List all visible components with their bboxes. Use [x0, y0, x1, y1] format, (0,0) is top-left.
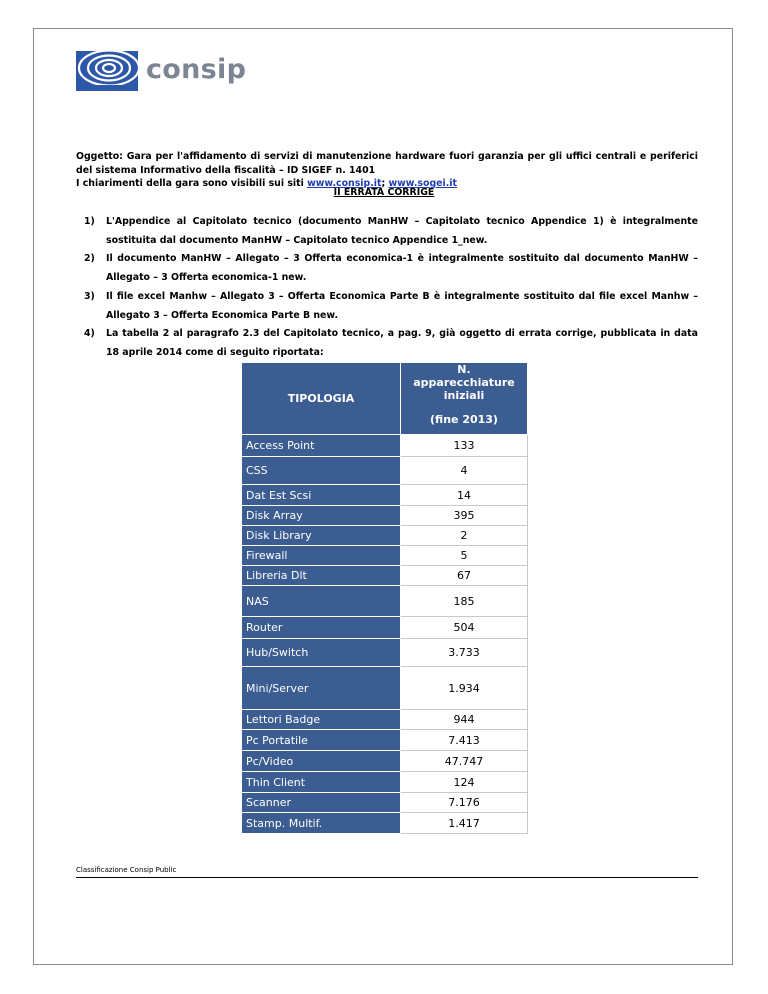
section-heading: II ERRATA CORRIGE — [333, 187, 435, 198]
row-name: Router — [242, 617, 401, 639]
row-name: Hub/Switch — [242, 639, 401, 667]
row-name: Libreria Dlt — [242, 566, 401, 586]
footer-divider — [76, 877, 698, 878]
row-name: Disk Library — [242, 526, 401, 546]
row-value: 5 — [401, 546, 528, 566]
row-value: 47.747 — [401, 751, 528, 772]
row-name: Access Point — [242, 435, 401, 457]
row-value: 7.176 — [401, 793, 528, 813]
row-name: Scanner — [242, 793, 401, 813]
row-value: 3.733 — [401, 639, 528, 667]
subject-block — [76, 150, 698, 191]
row-value: 185 — [401, 586, 528, 617]
subject-line: Oggetto: Gara per l'affidamento di servizi di manutenzione hardware fuori garanzia per gli uffici centrali e periferici del sistema Informativo della fiscalità – ID SIGEF n. 1401 — [76, 151, 698, 176]
row-value: 133 — [401, 435, 528, 457]
consip-link[interactable]: www.consip.it — [307, 178, 382, 189]
footer-classification: Classificazione Consip Public — [76, 866, 177, 874]
list-item: 2) Il documento ManHW – Allegato – 3 Offerta economica-1 è integralmente sostituito dal documento ManHW – Allegato – 3 Offerta economica-1 new. — [84, 253, 698, 284]
row-name: Pc Portatile — [242, 730, 401, 751]
row-value: 944 — [401, 710, 528, 730]
equipment-table — [241, 362, 528, 834]
row-name: Disk Array — [242, 506, 401, 526]
row-value: 1.934 — [401, 667, 528, 710]
row-name: CSS — [242, 457, 401, 485]
links-line: I chiarimenti della gara sono visibili sui siti www.consip.it; www.sogei.it — [76, 178, 457, 189]
list-item: 4) La tabella 2 al paragrafo 2.3 del Capitolato tecnico, a pag. 9, già oggetto di errata corrige, pubblicata in data 18 aprile 2014 come di seguito riportata: — [84, 328, 698, 358]
sogei-link[interactable]: www.sogei.it — [388, 178, 457, 189]
row-name: NAS — [242, 586, 401, 617]
row-name: Thin Client — [242, 772, 401, 793]
errata-list — [84, 213, 698, 363]
row-name: Stamp. Multif. — [242, 813, 401, 834]
consip-logo — [76, 50, 246, 92]
row-name: Pc/Video — [242, 751, 401, 772]
row-value: 4 — [401, 457, 528, 485]
row-value: 124 — [401, 772, 528, 793]
row-value: 14 — [401, 485, 528, 506]
row-name: Dat Est Scsi — [242, 485, 401, 506]
logo-text: consip — [146, 53, 247, 85]
consip-emblem-icon — [76, 51, 138, 91]
row-value: 1.417 — [401, 813, 528, 834]
list-item: 1) L'Appendice al Capitolato tecnico (documento ManHW – Capitolato tecnico Appendice 1) è integralmente sostituita dal documento ManHW – Capitolato tecnico Appendice 1_new. — [84, 216, 698, 246]
row-value: 7.413 — [401, 730, 528, 751]
row-value: 2 — [401, 526, 528, 546]
row-value: 504 — [401, 617, 528, 639]
row-name: Mini/Server — [242, 667, 401, 710]
row-name: Firewall — [242, 546, 401, 566]
row-value: 67 — [401, 566, 528, 586]
header-quantity: N. apparecchiature iniziali (fine 2013) — [401, 363, 528, 435]
header-tipologia: TIPOLOGIA — [242, 363, 401, 435]
row-value: 395 — [401, 506, 528, 526]
row-name: Lettori Badge — [242, 710, 401, 730]
list-item: 3) Il file excel Manhw – Allegato 3 – Offerta Economica Parte B è integralmente sostituito dal file excel Manhw – Allegato 3 – Offerta Economica Parte B new. — [84, 290, 698, 321]
